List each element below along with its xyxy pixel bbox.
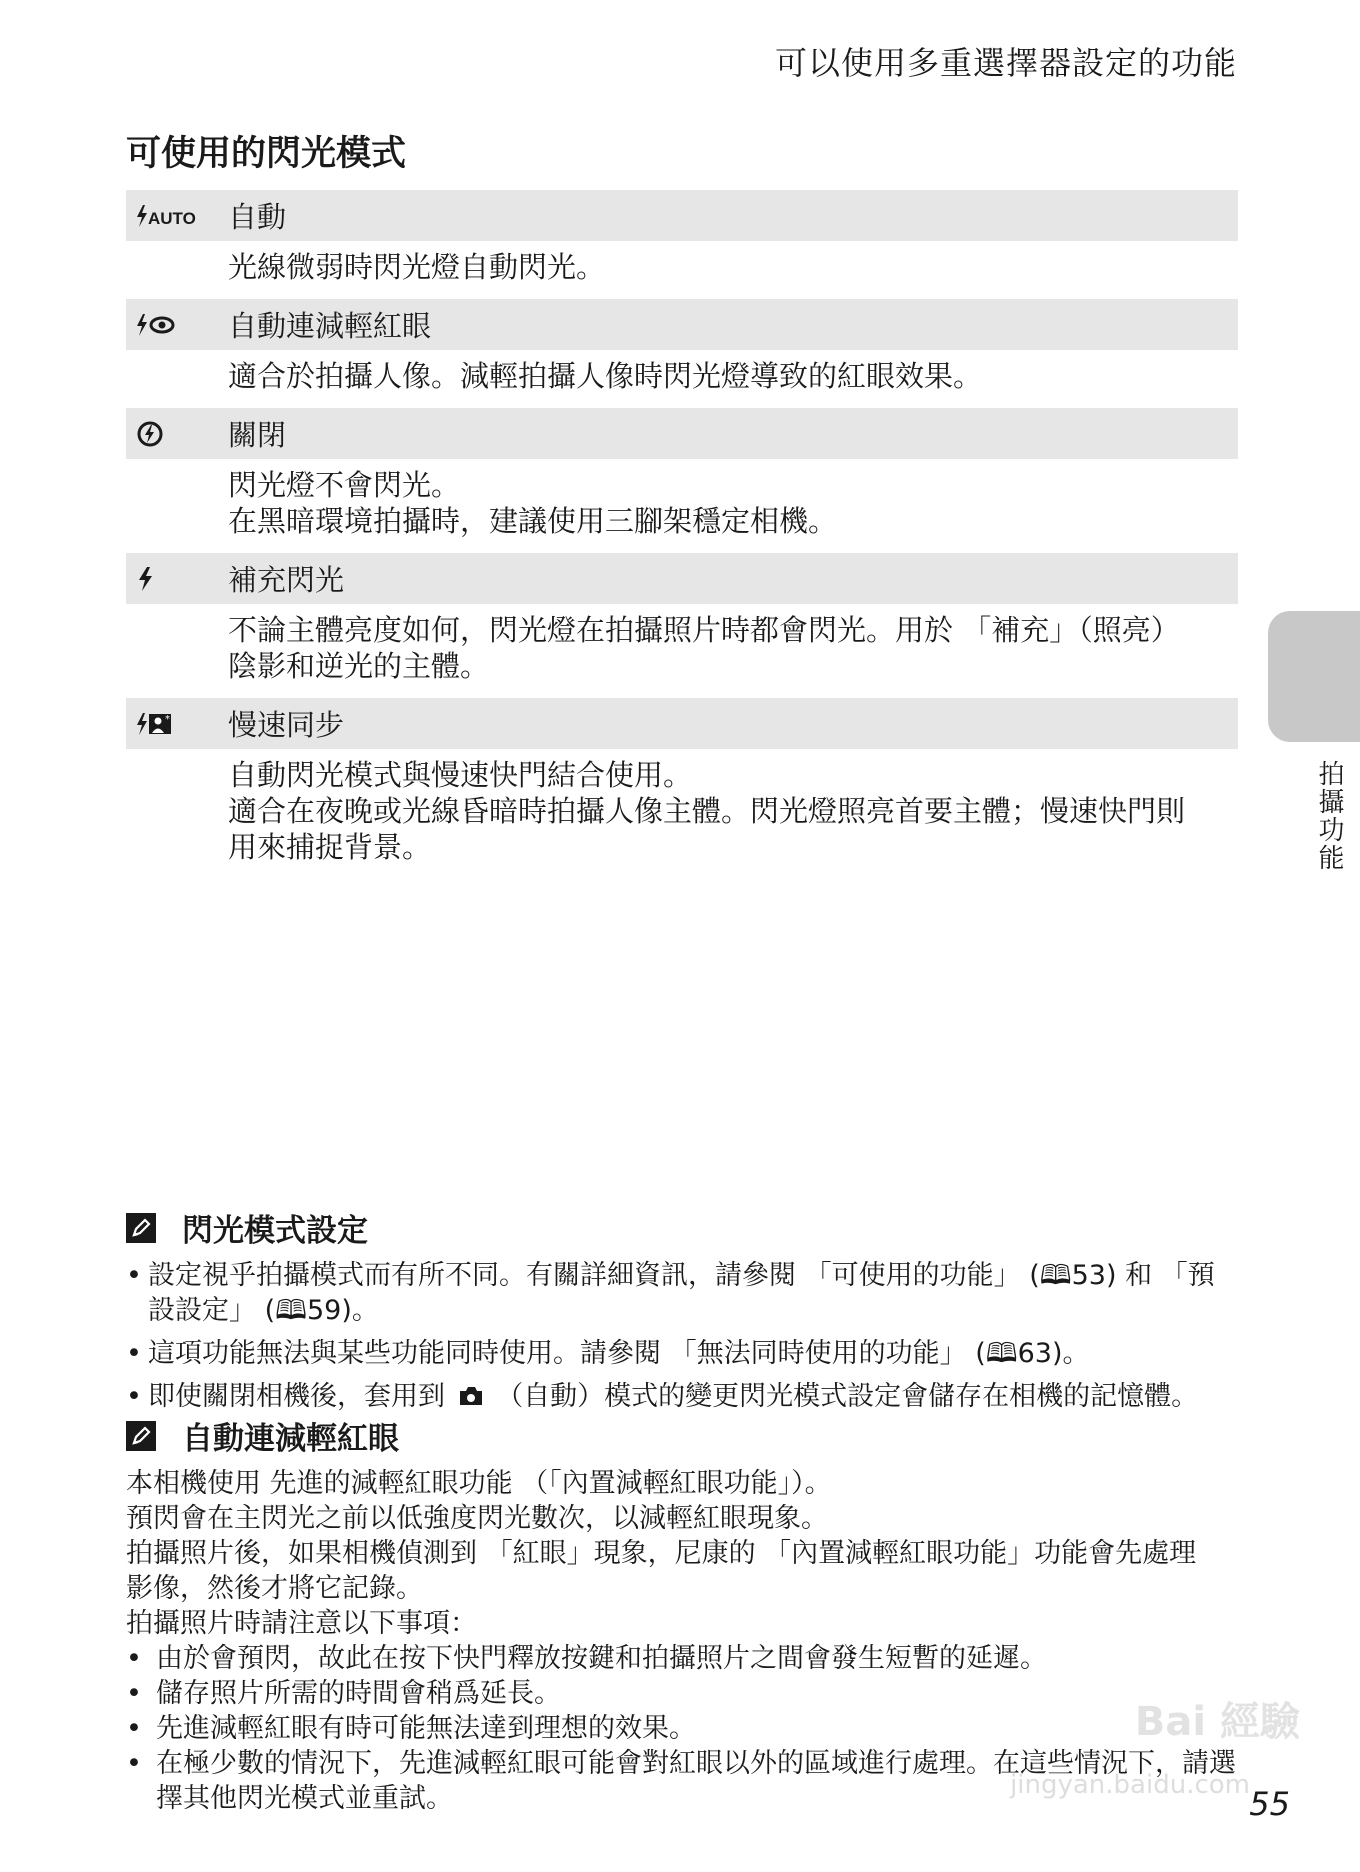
paragraph: 本相機使用 先進的減輕紅眼功能 （「內置減輕紅眼功能」）。	[126, 1468, 832, 1499]
page-ref[interactable]: (🕮63)	[975, 1338, 1063, 1369]
flash-off-icon	[126, 420, 228, 448]
list-item: • 先進減輕紅眼有時可能無法達到理想的效果。	[126, 1711, 1246, 1746]
page-number: 55	[1249, 1785, 1290, 1823]
camera-icon	[458, 1382, 484, 1417]
running-header: 可以使用多重選擇器設定的功能	[774, 44, 1237, 82]
mode-name: 自動	[228, 200, 287, 234]
list-item: • 由於會預閃，故此在按下快門釋放按鍵和拍攝照片之間會發生短暫的延遲。	[126, 1641, 1246, 1676]
mode-row-auto	[126, 190, 1238, 241]
side-tab	[1268, 611, 1360, 742]
page-ref[interactable]: (🕮59)	[264, 1295, 352, 1326]
mode-name: 關閉	[228, 418, 287, 452]
svg-text:AUTO: AUTO	[148, 208, 196, 228]
paragraph: 影像，然後才將它記錄。	[126, 1573, 423, 1604]
list-item: • 在極少數的情況下，先進減輕紅眼可能會對紅眼以外的區域進行處理。在這些情況下，請選擇其他閃光模式並重試。	[126, 1746, 1236, 1816]
page-ref[interactable]: (🕮53)	[1029, 1260, 1117, 1291]
paragraph: 預閃會在主閃光之前以低強度閃光數次，以減輕紅眼現象。	[126, 1503, 828, 1534]
note-title: 自動連減輕紅眼	[182, 1421, 399, 1457]
pencil-icon	[126, 1421, 156, 1451]
flash-mode-table	[126, 190, 1238, 879]
mode-desc-auto: 光線微弱時閃光燈自動閃光。	[228, 250, 606, 284]
list-item: • 儲存照片所需的時間會稍爲延長。	[126, 1676, 1246, 1711]
note-flash-mode-settings	[126, 1205, 1246, 1425]
list-item: • 這項功能無法與某些功能同時使用。請參閱 「無法同時使用的功能」 (🕮63)。	[126, 1336, 1246, 1371]
watermark-logo: Bai 經驗	[1134, 1699, 1300, 1745]
mode-desc-slow-sync: 自動閃光模式與慢速快門結合使用。 適合在夜晚或光線昏暗時拍攝人像主體。閃光燈照亮首要主體；慢速快門則 用來捕捉背景。	[228, 758, 1186, 864]
list-item: • 即使關閉相機後，套用到 （自動）模式的變更閃光模式設定會儲存在相機的記憶體。	[126, 1379, 1246, 1417]
mode-desc-off: 閃光燈不會閃光。 在黑暗環境拍攝時，建議使用三腳架穩定相機。	[228, 468, 838, 538]
note-title: 閃光模式設定	[182, 1213, 368, 1249]
flash-red-eye-icon	[126, 313, 228, 337]
note-bullets	[126, 1258, 1246, 1417]
mode-name: 自動連減輕紅眼	[228, 309, 432, 343]
mode-name: 補充閃光	[228, 563, 345, 597]
book-icon: 🕮	[275, 1295, 307, 1326]
mode-row-red-eye	[126, 299, 1238, 350]
side-tab-label: 拍攝功能	[1314, 760, 1344, 872]
book-icon: 🕮	[985, 1338, 1018, 1369]
mode-desc-fill: 不論主體亮度如何，閃光燈在拍攝照片時都會閃光。用於 「補充」（照亮） 陰影和逆光的主體。	[228, 613, 1180, 683]
book-icon: 🕮	[1039, 1260, 1072, 1291]
mode-row-fill	[126, 553, 1238, 604]
pencil-icon	[126, 1213, 156, 1243]
section-title: 可使用的閃光模式	[126, 134, 407, 174]
note-red-eye	[126, 1413, 1246, 1816]
slow-sync-icon	[126, 711, 228, 737]
paragraph: 拍攝照片時請注意以下事項：	[126, 1608, 477, 1639]
list-item: • 設定視乎拍攝模式而有所不同。有關詳細資訊，請參閱 「可使用的功能」 (🕮53) 和 「預 設設定」 (🕮59)。	[126, 1258, 1246, 1328]
watermark-url: jingyan.baidu.com	[1010, 1770, 1250, 1800]
paragraph: 拍攝照片後，如果相機偵測到 「紅眼」現象，尼康的 「內置減輕紅眼功能」功能會先處理	[126, 1538, 1197, 1569]
mode-name: 慢速同步	[228, 708, 345, 742]
mode-desc-red-eye: 適合於拍攝人像。減輕拍攝人像時閃光燈導致的紅眼效果。	[228, 359, 983, 393]
mode-row-slow-sync	[126, 698, 1238, 749]
svg-text:*: *	[165, 713, 170, 725]
flash-fill-icon	[126, 566, 228, 592]
mode-row-off	[126, 408, 1238, 459]
flash-auto-icon	[126, 204, 228, 228]
